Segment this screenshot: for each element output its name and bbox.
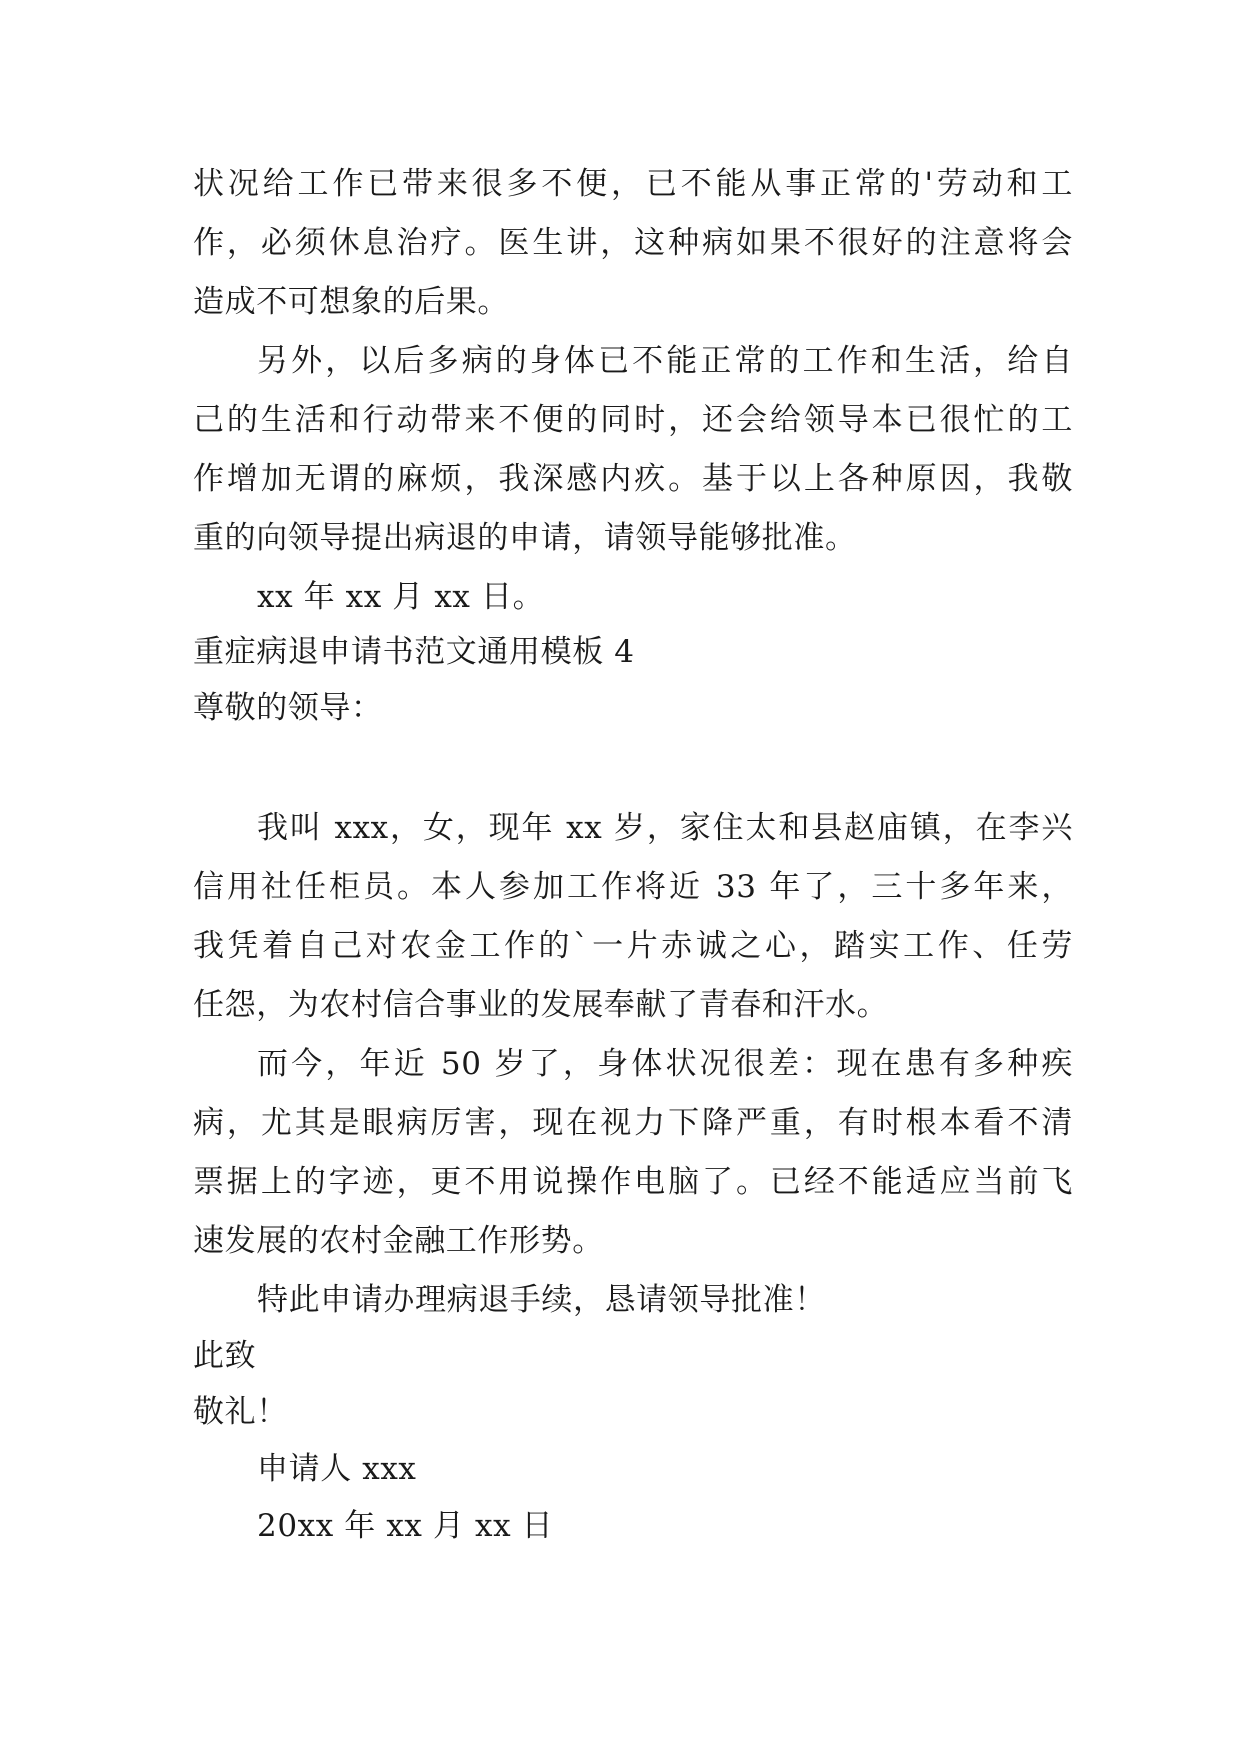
paragraph-line: 而今，年近 50 岁了，身体状况很差：现在患有多种疾 [257,1046,1073,1082]
closing-salute: 敬礼！ [193,1394,288,1430]
paragraph-line: 特此申请办理病退手续，恳请领导批准！ [257,1282,826,1318]
date-line: xx 年 xx 月 xx 日。 [257,579,545,615]
paragraph-line: 任怨，为农村信合事业的发展奉献了青春和汗水。 [193,987,889,1023]
salutation: 尊敬的领导： [193,690,383,726]
paragraph-line: 重的向领导提出病退的申请，请领导能够批准。 [193,520,857,556]
paragraph-line: 病，尤其是眼病厉害，现在视力下降严重，有时根本看不清 [193,1105,1073,1141]
signature-date: 20xx 年 xx 月 xx 日 [257,1508,554,1544]
paragraph-line: 速发展的农村金融工作形势。 [193,1223,604,1259]
paragraph-line: 己的生活和行动带来不便的同时，还会给领导本已很忙的工 [193,402,1073,438]
applicant-signature: 申请人 xxx [257,1451,417,1487]
paragraph-line: 信用社任柜员。本人参加工作将近 33 年了，三十多年来， [193,869,1073,905]
paragraph-line: 另外，以后多病的身体已不能正常的工作和生活，给自 [257,343,1073,379]
paragraph-line: 状况给工作已带来很多不便，已不能从事正常的'劳动和工 [193,166,1073,202]
paragraph-line: 作，必须休息治疗。医生讲，这种病如果不很好的注意将会 [193,225,1073,261]
section-title: 重症病退申请书范文通用模板 4 [193,634,635,670]
paragraph-line: 我叫 xxx，女，现年 xx 岁，家住太和县赵庙镇，在李兴 [257,810,1073,846]
paragraph-line: 我凭着自己对农金工作的`一片赤诚之心，踏实工作、任劳 [193,928,1073,964]
paragraph-line: 造成不可想象的后果。 [193,284,509,320]
closing-line: 此致 [193,1338,257,1374]
paragraph-line: 作增加无谓的麻烦，我深感内疚。基于以上各种原因，我敬 [193,461,1073,497]
paragraph-line: 票据上的字迹，更不用说操作电脑了。已经不能适应当前飞 [193,1164,1073,1200]
